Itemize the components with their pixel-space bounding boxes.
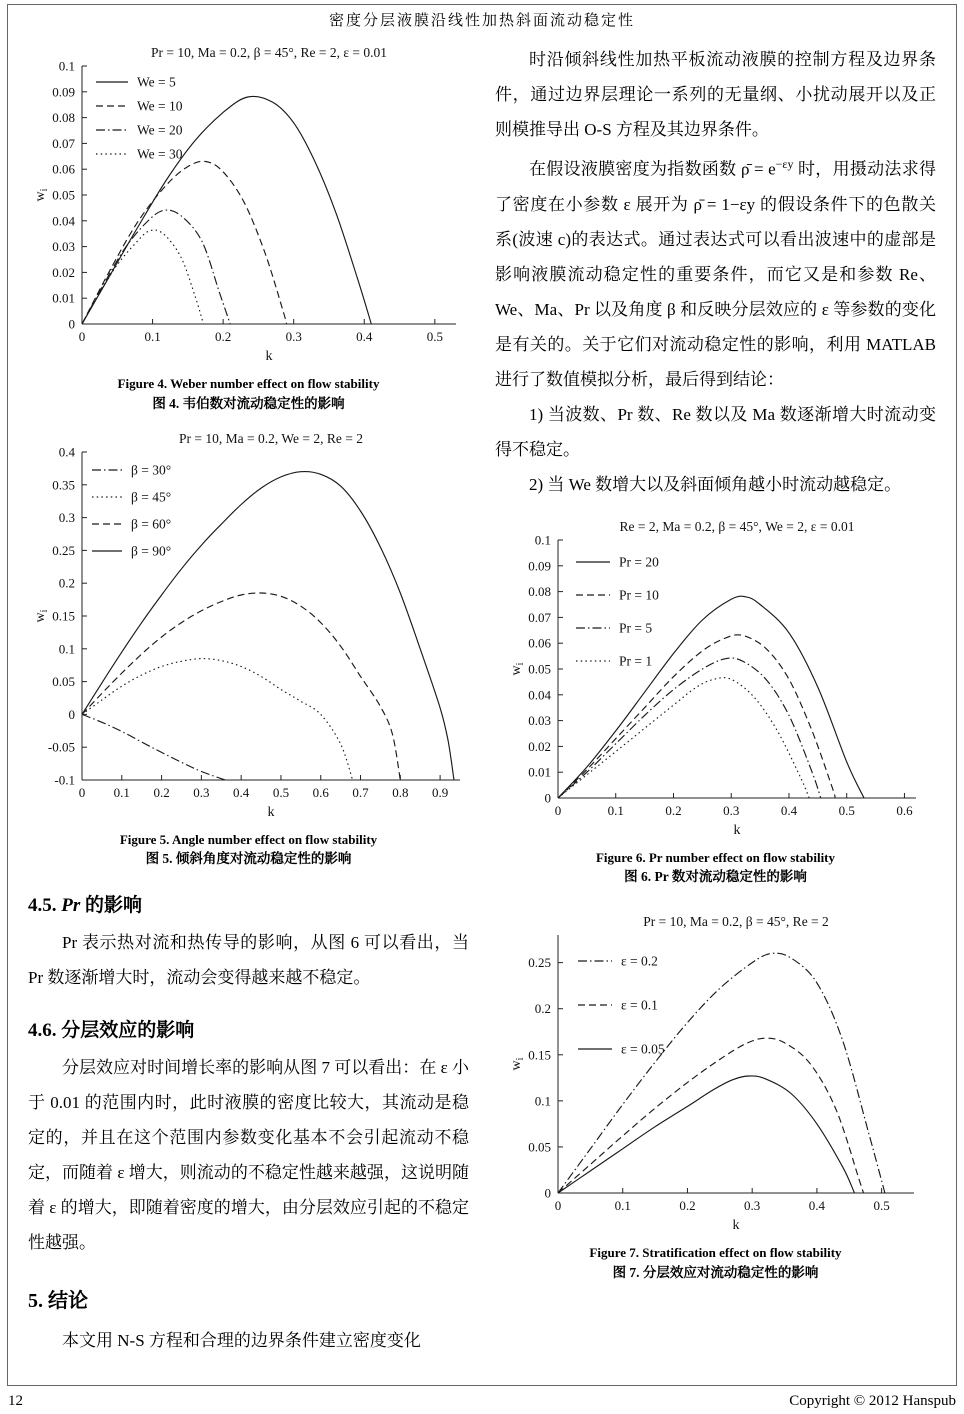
svg-text:0.4: 0.4 [233,784,250,800]
svg-text:0.5: 0.5 [272,784,290,800]
svg-text:0.05: 0.05 [527,661,551,677]
svg-text:0.2: 0.2 [534,1001,551,1017]
svg-text:0: 0 [78,329,86,344]
right-paragraph-2 [495,147,936,397]
figure7-caption [495,1243,936,1283]
svg-text:0.5: 0.5 [426,329,443,344]
svg-text:0.1: 0.1 [534,532,551,548]
figure6-caption [495,848,936,888]
svg-text:0.3: 0.3 [743,1198,760,1214]
svg-text:ε = 0.05: ε = 0.05 [620,1041,665,1057]
svg-text:-0.05: -0.05 [47,739,75,755]
svg-text:0: 0 [68,316,75,332]
figure7-block [495,909,936,1283]
section-5-title: 5. 结论 [28,1289,88,1312]
section-4-6-paragraph: 分层效应对时间增长率的影响从图 7 可以看出：在 ε 小于 0.01 的范围内时，此时液膜的密度比较大，其流动是稳定的，并且在这个范围内参数变化基本不会引起流动不稳定，而随着 ε 增大，则流动的不稳定性越来越强，这说明随着 ε 的增大，即随着密度的增大，由分层效应引起的不稳定性越强。 [28,1057,469,1252]
figure5-caption-en: Figure 5. Angle number effect on flow stability [119,831,378,847]
conclusion-item-1: 1) 当波数、Pr 数、Re 数以及 Ma 数逐渐增大时流动变得不稳定。 [495,404,936,459]
svg-text:Pr = 1: Pr = 1 [618,653,652,669]
svg-text:0.04: 0.04 [52,213,75,229]
svg-text:0: 0 [554,1198,561,1214]
svg-text:0: 0 [554,802,561,818]
svg-text:Pr = 10, Ma = 0.2, β = 45°, Re: Pr = 10, Ma = 0.2, β = 45°, Re = 2, ε = 0.01 [151,45,387,60]
figure4-caption [28,374,469,414]
figure5-chart [28,426,472,826]
svg-text:0.09: 0.09 [52,84,75,100]
figure5-caption [28,830,469,870]
right-paragraph-2-post: 时，用摄动法求得了密度在小参数 ε 展开为 ρ̄ = 1−εy 的假设条件下的色散关系(波速 c)的表达式。通过表达式可以看出波速中的虚部是影响液膜流动稳定性的重要条件，而它又是和参数 Re、We、Ma、Pr 以及角度 β 和反映分层效应的 ε 等参数的变化是有关的。关于它们对流动稳定性的影响，利用 MATLAB 进行了数值模拟分析，最后得到结论： [495,159,937,389]
section-4-5-number: 4.5. [28,894,62,916]
svg-text:0.02: 0.02 [52,264,75,280]
section-4-6-title: 4.6. 分层效应的影响 [28,1019,195,1041]
svg-text:0.6: 0.6 [895,802,913,818]
right-paragraph-2-pre: 在假设液膜密度为指数函数 ρ̄ = e [529,159,776,179]
svg-text:0.2: 0.2 [664,802,682,818]
svg-text:0.03: 0.03 [52,239,75,255]
paper-title: 密度分层液膜沿线性加热斜面流动稳定性 [328,13,635,29]
right-column [495,40,936,1358]
svg-text:0.8: 0.8 [392,784,409,800]
svg-text:wi: $w_i$ [33,609,50,623]
svg-text:0.15: 0.15 [52,608,75,624]
page-header [0,0,964,30]
svg-text:β = 60°: β = 60° [131,516,172,532]
svg-text:0.06: 0.06 [527,635,551,651]
svg-text:β = 45°: β = 45° [131,489,172,505]
content-columns [0,30,964,1358]
svg-text:Pr = 20: Pr = 20 [618,554,659,570]
svg-text:We = 5: We = 5 [137,74,176,90]
svg-text:k: k [732,1218,739,1234]
figure6-caption-zh: 图 6. Pr 数对流动稳定性的影响 [624,869,807,885]
svg-text:Pr = 10: Pr = 10 [618,587,659,603]
section-5-paragraph: 本文用 N-S 方程和合理的边界条件建立密度变化 [62,1330,421,1350]
svg-text:ε = 0.1: ε = 0.1 [620,997,658,1013]
svg-text:Pr = 5: Pr = 5 [618,620,652,636]
svg-text:0: 0 [544,790,551,806]
svg-text:wi: $w_i$ [508,662,526,676]
svg-text:0: 0 [544,1185,551,1201]
svg-text:We = 30: We = 30 [137,146,183,162]
svg-text:0.04: 0.04 [527,686,551,702]
svg-text:0.07: 0.07 [527,609,551,625]
svg-text:0.05: 0.05 [527,1139,551,1155]
svg-text:k: k [265,349,273,364]
svg-text:Re = 2, Ma = 0.2, β = 45°, We: Re = 2, Ma = 0.2, β = 45°, We = 2, ε = 0.01 [619,518,854,534]
svg-text:0.9: 0.9 [431,784,449,800]
svg-text:0.01: 0.01 [52,290,75,306]
figure4-caption-zh: 图 4. 韦伯数对流动稳定性的影响 [152,395,345,411]
svg-text:0.05: 0.05 [52,187,75,203]
section-4-5-title [28,890,469,917]
svg-text:0.5: 0.5 [873,1198,890,1214]
svg-text:0.1: 0.1 [607,802,624,818]
svg-text:k: k [733,822,740,838]
figure6-chart [504,514,928,844]
figure7-caption-zh: 图 7. 分层效应对流动稳定性的影响 [612,1264,819,1280]
svg-text:0.15: 0.15 [527,1047,551,1063]
svg-text:0.35: 0.35 [52,477,75,493]
svg-text:0.1: 0.1 [58,58,75,74]
svg-text:0.1: 0.1 [144,329,161,344]
svg-text:0.25: 0.25 [527,955,551,971]
svg-text:0.3: 0.3 [193,784,210,800]
svg-text:0.3: 0.3 [722,802,739,818]
svg-text:0.07: 0.07 [52,135,75,151]
svg-text:wi: $w_i$ [508,1057,526,1071]
figure4-chart [28,40,472,370]
svg-text:0.3: 0.3 [58,509,75,525]
svg-text:0.4: 0.4 [356,329,373,344]
svg-text:0.03: 0.03 [527,712,551,728]
svg-text:-0.1: -0.1 [54,772,75,788]
svg-text:β = 30°: β = 30° [131,462,172,478]
copyright-text: Copyright © 2012 Hanspub [789,1393,956,1409]
svg-text:0.2: 0.2 [215,329,232,344]
svg-text:0: 0 [78,784,86,800]
svg-text:0.01: 0.01 [527,764,551,780]
section-4-5-title-text: 的影响 [80,894,143,916]
svg-text:0.6: 0.6 [312,784,329,800]
svg-text:0.7: 0.7 [352,784,369,800]
svg-text:0.2: 0.2 [58,575,75,591]
figure7-caption-en: Figure 7. Stratification effect on flow stability [589,1245,842,1261]
svg-text:0.2: 0.2 [153,784,170,800]
figure7-chart [504,909,928,1239]
svg-text:We = 10: We = 10 [137,98,183,114]
svg-text:We = 20: We = 20 [137,122,183,138]
figure4-caption-en: Figure 4. Weber number effect on flow stability [117,376,380,391]
svg-text:0.1: 0.1 [113,784,130,800]
svg-text:0.4: 0.4 [808,1198,825,1214]
svg-text:0.1: 0.1 [534,1093,551,1109]
svg-text:0.08: 0.08 [52,110,75,126]
svg-text:0.02: 0.02 [527,738,551,754]
svg-text:0: 0 [68,706,75,722]
figure5-block [28,426,469,870]
page-footer [0,1388,964,1412]
svg-text:0.1: 0.1 [614,1198,631,1214]
section-4-5-paragraph: Pr 表示热对流和热传导的影响，从图 6 可以看出，当 Pr 数逐渐增大时，流动会变得越来越不稳定。 [28,932,469,987]
svg-text:0.25: 0.25 [52,542,75,558]
page-number: 12 [8,1393,23,1409]
figure6-block [495,514,936,888]
svg-text:β = 90°: β = 90° [131,543,172,559]
svg-text:0.06: 0.06 [52,161,75,177]
svg-text:0.09: 0.09 [527,557,551,573]
svg-text:0.05: 0.05 [52,673,75,689]
svg-text:0.2: 0.2 [678,1198,696,1214]
svg-text:0.3: 0.3 [285,329,302,344]
figure6-caption-en: Figure 6. Pr number effect on flow stability [595,849,836,865]
svg-text:0.4: 0.4 [58,444,75,460]
svg-text:Pr = 10, Ma = 0.2, We = 2, Re: Pr = 10, Ma = 0.2, We = 2, Re = 2 [179,430,363,446]
right-paragraph-1: 时沿倾斜线性加热平板流动液膜的控制方程及边界条件，通过边界层理论一系列的无量纲、小扰动展开以及正则模推导出 O-S 方程及其边界条件。 [495,50,936,139]
density-exponent: −εy [775,157,794,171]
svg-text:k: k [267,804,275,820]
conclusion-item-2: 2) 当 We 数增大以及斜面倾角越小时流动越稳定。 [529,474,902,494]
svg-text:0.08: 0.08 [527,583,551,599]
svg-text:0.5: 0.5 [838,802,855,818]
svg-text:wi: $w_i$ [33,188,50,202]
svg-text:0.4: 0.4 [780,802,797,818]
svg-text:0.1: 0.1 [58,641,75,657]
svg-text:Pr = 10, Ma = 0.2, β = 45°, Re: Pr = 10, Ma = 0.2, β = 45°, Re = 2 [642,914,829,930]
svg-text:ε = 0.2: ε = 0.2 [620,953,658,969]
left-column [28,40,469,1358]
figure5-caption-zh: 图 5. 倾斜角度对流动稳定性的影响 [145,851,352,867]
section-4-5-variable: Pr [61,894,81,916]
